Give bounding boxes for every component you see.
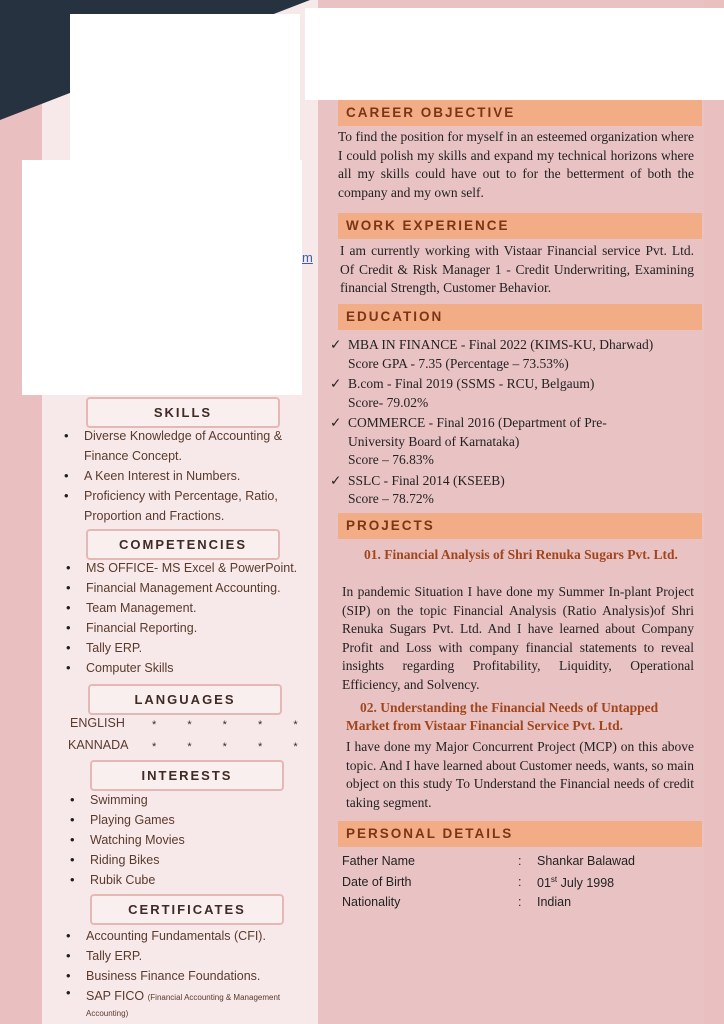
page-margin-right <box>704 0 724 1024</box>
work-experience-heading: WORK EXPERIENCE <box>338 213 702 239</box>
project-1-title: 01. Financial Analysis of Shri Renuka Sugars Pvt. Ltd. <box>364 547 678 562</box>
certificates-heading: CERTIFICATES <box>90 894 284 925</box>
redacted-name-block <box>70 14 300 164</box>
education-list <box>330 336 700 511</box>
education-item: ✓ B.com - Final 2019 (SSMS - RCU, Belgaum) Score- 79.02% <box>330 376 595 410</box>
career-objective-text: To find the position for myself in an esteemed organization where I could polish my skills and expand my technical horizons where all my skills could have out to for the betterment of both the company and my own self. <box>338 129 694 200</box>
list-item: • Tally ERP. <box>64 638 314 658</box>
certificate-sap-fico-note: (Financial Accounting & Management Accounting) <box>86 993 281 1018</box>
interests-heading: INTERESTS <box>90 760 284 791</box>
email-link-fragment[interactable]: m <box>302 250 313 265</box>
list-item: • Financial Management Accounting. <box>64 578 314 598</box>
list-item: • Riding Bikes <box>68 850 308 870</box>
certificates-list <box>64 926 314 1021</box>
check-icon: ✓ <box>330 337 342 352</box>
education-heading: EDUCATION <box>338 304 702 330</box>
language-rating-english: * * * * * <box>152 719 312 731</box>
list-item: • A Keen Interest in Numbers. <box>62 466 312 486</box>
father-name-value: Shankar Balawad <box>537 854 635 868</box>
list-item: • Playing Games <box>68 810 308 830</box>
check-icon: ✓ <box>330 376 342 391</box>
colon: : <box>518 895 522 909</box>
competencies-heading: COMPETENCIES <box>86 529 280 560</box>
check-icon: ✓ <box>330 415 342 430</box>
competencies-list <box>64 558 314 678</box>
father-name-label: Father Name <box>342 854 415 868</box>
skills-heading: SKILLS <box>86 397 280 428</box>
personal-details-heading: PERSONAL DETAILS <box>338 821 702 847</box>
list-item: • Watching Movies <box>68 830 308 850</box>
list-item: • Rubik Cube <box>68 870 308 890</box>
project-2-title: 02. Understanding the Financial Needs of Untapped Market from Vistaar Financial Service Pvt. Ltd. <box>346 700 659 733</box>
education-item: ✓ COMMERCE - Final 2016 (Department of Pre-University Board of Karnataka) Score – 76.83% <box>330 415 607 467</box>
language-name-kannada: KANNADA <box>68 738 129 752</box>
list-item: • Tally ERP. <box>64 946 314 966</box>
nationality-label: Nationality <box>342 895 401 909</box>
languages-heading: LANGUAGES <box>88 684 282 715</box>
page-margin-left <box>0 0 42 1024</box>
list-item: • Computer Skills <box>64 658 314 678</box>
list-item <box>64 986 314 1021</box>
nationality-value: Indian <box>537 895 572 909</box>
redacted-contact-block <box>22 160 302 395</box>
certificate-sap-fico: SAP FICO <box>86 989 145 1003</box>
list-item: • Business Finance Foundations. <box>64 966 314 986</box>
check-icon: ✓ <box>330 472 342 488</box>
list-item: • Proficiency with Percentage, Ratio, Proportion and Fractions. <box>62 486 312 526</box>
list-item: • Team Management. <box>64 598 314 618</box>
list-item: • MS OFFICE- MS Excel & PowerPoint. <box>64 558 314 578</box>
dob-value: 01st July 1998 <box>537 875 615 891</box>
career-objective-heading: CAREER OBJECTIVE <box>338 100 702 126</box>
list-item: • Swimming <box>68 790 308 810</box>
language-name-english: ENGLISH <box>70 716 125 730</box>
project-2-text: I have done my Major Concurrent Project (MCP) on this above topic. And I have learned about Customer needs, wants, so main object on this study To Understand the Financial needs of credit taking segment. <box>346 739 694 810</box>
language-rating-kannada: * * * * * <box>152 741 312 753</box>
interests-list <box>68 790 308 890</box>
colon: : <box>518 875 522 889</box>
list-item: • Financial Reporting. <box>64 618 314 638</box>
work-experience-text: I am currently working with Vistaar Financial service Pvt. Ltd. Of Credit & Risk Manager 1 - Credit Underwriting, Examining financial Strength, Customer Behavior. <box>340 243 694 295</box>
list-item: • Accounting Fundamentals (CFI). <box>64 926 314 946</box>
colon: : <box>518 854 522 868</box>
skills-list <box>62 426 312 526</box>
projects-heading: PROJECTS <box>338 513 702 539</box>
education-item: ✓ MBA IN FINANCE - Final 2022 (KIMS-KU, Dharwad) Score GPA - 7.35 (Percentage – 73.53%) <box>330 337 654 371</box>
redacted-header-block <box>305 8 724 100</box>
project-1-text: In pandemic Situation I have done my Summer In-plant Project (SIP) on the topic Financial Analysis (Ratio Analysis)of Shri Renuka Sugars Pvt. Ltd. And I have learned about Company Profit and Loss with company financial statements to reveal insights regarding Profitability, Liquidity, Operational Efficiency, and Solvency. <box>342 584 694 692</box>
list-item: • Diverse Knowledge of Accounting & Finance Concept. <box>62 426 312 466</box>
education-item: ✓ SSLC - Final 2014 (KSEEB) Score – 78.72% <box>330 472 505 506</box>
dob-label: Date of Birth <box>342 875 412 889</box>
